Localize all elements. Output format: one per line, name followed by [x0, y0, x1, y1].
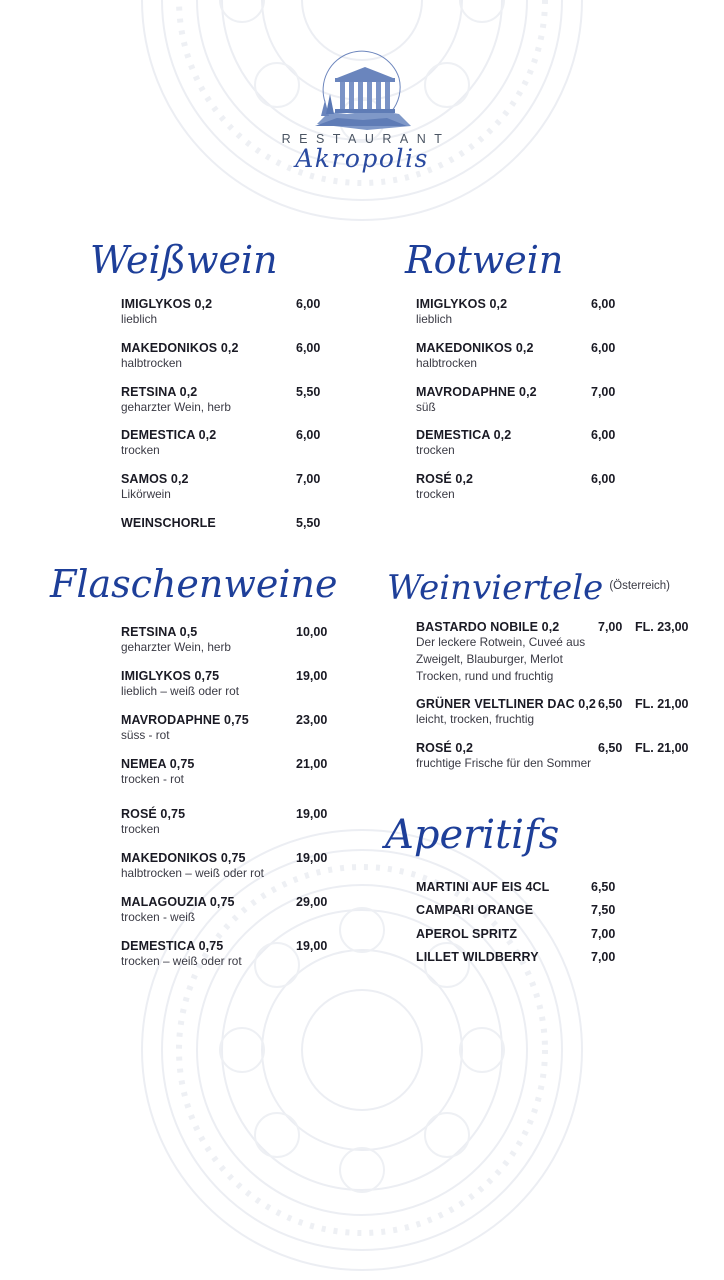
- menu-item: [416, 341, 534, 372]
- item-description: leicht, trocken, fruchtig: [416, 712, 535, 726]
- item-price-glass: 6,50: [598, 741, 623, 755]
- item-description: lieblich – weiß oder rot: [121, 684, 240, 698]
- item-price: 6,00: [591, 297, 616, 311]
- item-description: süss - rot: [121, 728, 170, 742]
- section-title-aperitifs: Aperitifs: [385, 812, 560, 858]
- restaurant-name: Akropolis: [295, 144, 429, 173]
- item-price: 6,00: [591, 428, 616, 442]
- item-description: trocken: [416, 443, 455, 457]
- item-price: 6,00: [591, 472, 616, 486]
- menu-item: [416, 385, 537, 416]
- item-price: 6,00: [296, 341, 321, 355]
- item-price-bottle: FL. 21,00: [635, 697, 689, 711]
- item-description: trocken: [121, 443, 160, 457]
- section-title-weinviertel-text: Weinviertele: [387, 568, 604, 608]
- menu-item: [121, 669, 239, 700]
- item-description: lieblich: [121, 312, 158, 326]
- menu-item: [121, 472, 189, 503]
- item-price: 19,00: [296, 851, 328, 865]
- menu-item: [121, 757, 194, 788]
- item-price: 23,00: [296, 713, 328, 727]
- item-price: 7,00: [591, 950, 616, 964]
- item-description: trocken - weiß: [121, 910, 196, 924]
- item-name: DEMESTICA 0,2: [416, 428, 512, 442]
- item-name: DEMESTICA 0,75: [121, 939, 224, 953]
- item-price: 7,00: [591, 385, 616, 399]
- item-price: 6,00: [296, 428, 321, 442]
- item-name: SAMOS 0,2: [121, 472, 189, 486]
- item-price: 19,00: [296, 669, 328, 683]
- item-description: Zweigelt, Blauburger, Merlot: [416, 652, 563, 666]
- menu-item: [121, 341, 239, 372]
- item-description: trocken – weiß oder rot: [121, 954, 242, 968]
- menu-item: [121, 851, 264, 882]
- item-description: halbtrocken: [121, 356, 182, 370]
- item-name: MAKEDONIKOS 0,2: [121, 341, 239, 355]
- menu-item: [121, 939, 242, 970]
- item-description: Der leckere Rotwein, Cuveé aus: [416, 635, 586, 649]
- item-price: 10,00: [296, 625, 328, 639]
- item-name: IMIGLYKOS 0,75: [121, 669, 220, 683]
- section-title-flaschenweine: Flaschenweine: [50, 562, 338, 606]
- item-name: MAKEDONIKOS 0,2: [416, 341, 534, 355]
- item-price: 5,50: [296, 385, 321, 399]
- item-price-glass: 6,50: [598, 697, 623, 711]
- item-description: geharzter Wein, herb: [121, 640, 231, 654]
- menu-item: [121, 807, 185, 838]
- item-price: 21,00: [296, 757, 328, 771]
- item-price: 7,50: [591, 903, 616, 917]
- item-description: süß: [416, 400, 436, 414]
- menu-item: [121, 625, 231, 656]
- item-description: Likörwein: [121, 487, 171, 501]
- item-name: MALAGOUZIA 0,75: [121, 895, 235, 909]
- item-description: geharzter Wein, herb: [121, 400, 231, 414]
- item-name: BASTARDO NOBILE 0,2: [416, 620, 560, 634]
- item-price: 5,50: [296, 516, 321, 530]
- item-price: 19,00: [296, 807, 328, 821]
- section-title-weinviertel: [387, 568, 670, 608]
- menu-item: [121, 385, 231, 416]
- menu-item: [416, 697, 596, 728]
- item-name: CAMPARI ORANGE: [416, 903, 534, 917]
- item-name: MAVRODAPHNE 0,2: [416, 385, 537, 399]
- item-name: IMIGLYKOS 0,2: [416, 297, 508, 311]
- item-price: 7,00: [591, 927, 616, 941]
- item-price: 29,00: [296, 895, 328, 909]
- item-name: GRÜNER VELTLINER DAC 0,2: [416, 697, 596, 711]
- menu-item: [121, 428, 216, 459]
- menu-item: [416, 620, 585, 685]
- section-title-weisswein: Weißwein: [90, 238, 278, 282]
- item-price-bottle: FL. 21,00: [635, 741, 689, 755]
- item-price: 6,50: [591, 880, 616, 894]
- item-name: ROSÉ 0,2: [416, 741, 474, 755]
- item-description: trocken: [121, 822, 160, 836]
- item-price-glass: 7,00: [598, 620, 623, 634]
- item-price: 19,00: [296, 939, 328, 953]
- item-name: APEROL SPRITZ: [416, 927, 518, 941]
- item-description: trocken: [416, 487, 455, 501]
- restaurant-label: RESTAURANT: [281, 132, 451, 146]
- item-name: ROSÉ 0,2: [416, 472, 474, 486]
- greek-temple-logo-icon: [307, 40, 417, 130]
- menu-item: [121, 297, 212, 328]
- section-subtitle-origin: (Österreich): [609, 580, 671, 592]
- item-description: halbtrocken – weiß oder rot: [121, 866, 264, 880]
- item-description: trocken - rot: [121, 772, 184, 786]
- header: [0, 40, 724, 173]
- item-name: DEMESTICA 0,2: [121, 428, 217, 442]
- item-price: 6,00: [296, 297, 321, 311]
- item-name: LILLET WILDBERRY: [416, 950, 539, 964]
- menu-item: [121, 516, 216, 530]
- item-name: NEMEA 0,75: [121, 757, 195, 771]
- menu-item: [121, 713, 249, 744]
- item-name: ROSÉ 0,75: [121, 807, 186, 821]
- menu-item: [416, 428, 511, 459]
- menu-item: [121, 895, 235, 926]
- item-price: 7,00: [296, 472, 321, 486]
- menu-item: [416, 741, 591, 772]
- item-description: Trocken, rund und fruchtig: [416, 669, 554, 683]
- item-description: halbtrocken: [416, 356, 477, 370]
- item-name: IMIGLYKOS 0,2: [121, 297, 213, 311]
- item-description: fruchtige Frische für den Sommer: [416, 756, 592, 770]
- item-name: MAKEDONIKOS 0,75: [121, 851, 246, 865]
- item-name: MARTINI AUF EIS 4CL: [416, 880, 550, 894]
- item-name: RETSINA 0,2: [121, 385, 198, 399]
- item-description: lieblich: [416, 312, 453, 326]
- item-name: WEINSCHORLE: [121, 516, 216, 530]
- section-title-rotwein: Rotwein: [405, 238, 564, 282]
- menu-item: [416, 472, 473, 503]
- item-price-bottle: FL. 23,00: [635, 620, 689, 634]
- item-name: MAVRODAPHNE 0,75: [121, 713, 249, 727]
- item-price: 6,00: [591, 341, 616, 355]
- item-name: RETSINA 0,5: [121, 625, 198, 639]
- menu-item: [416, 297, 507, 328]
